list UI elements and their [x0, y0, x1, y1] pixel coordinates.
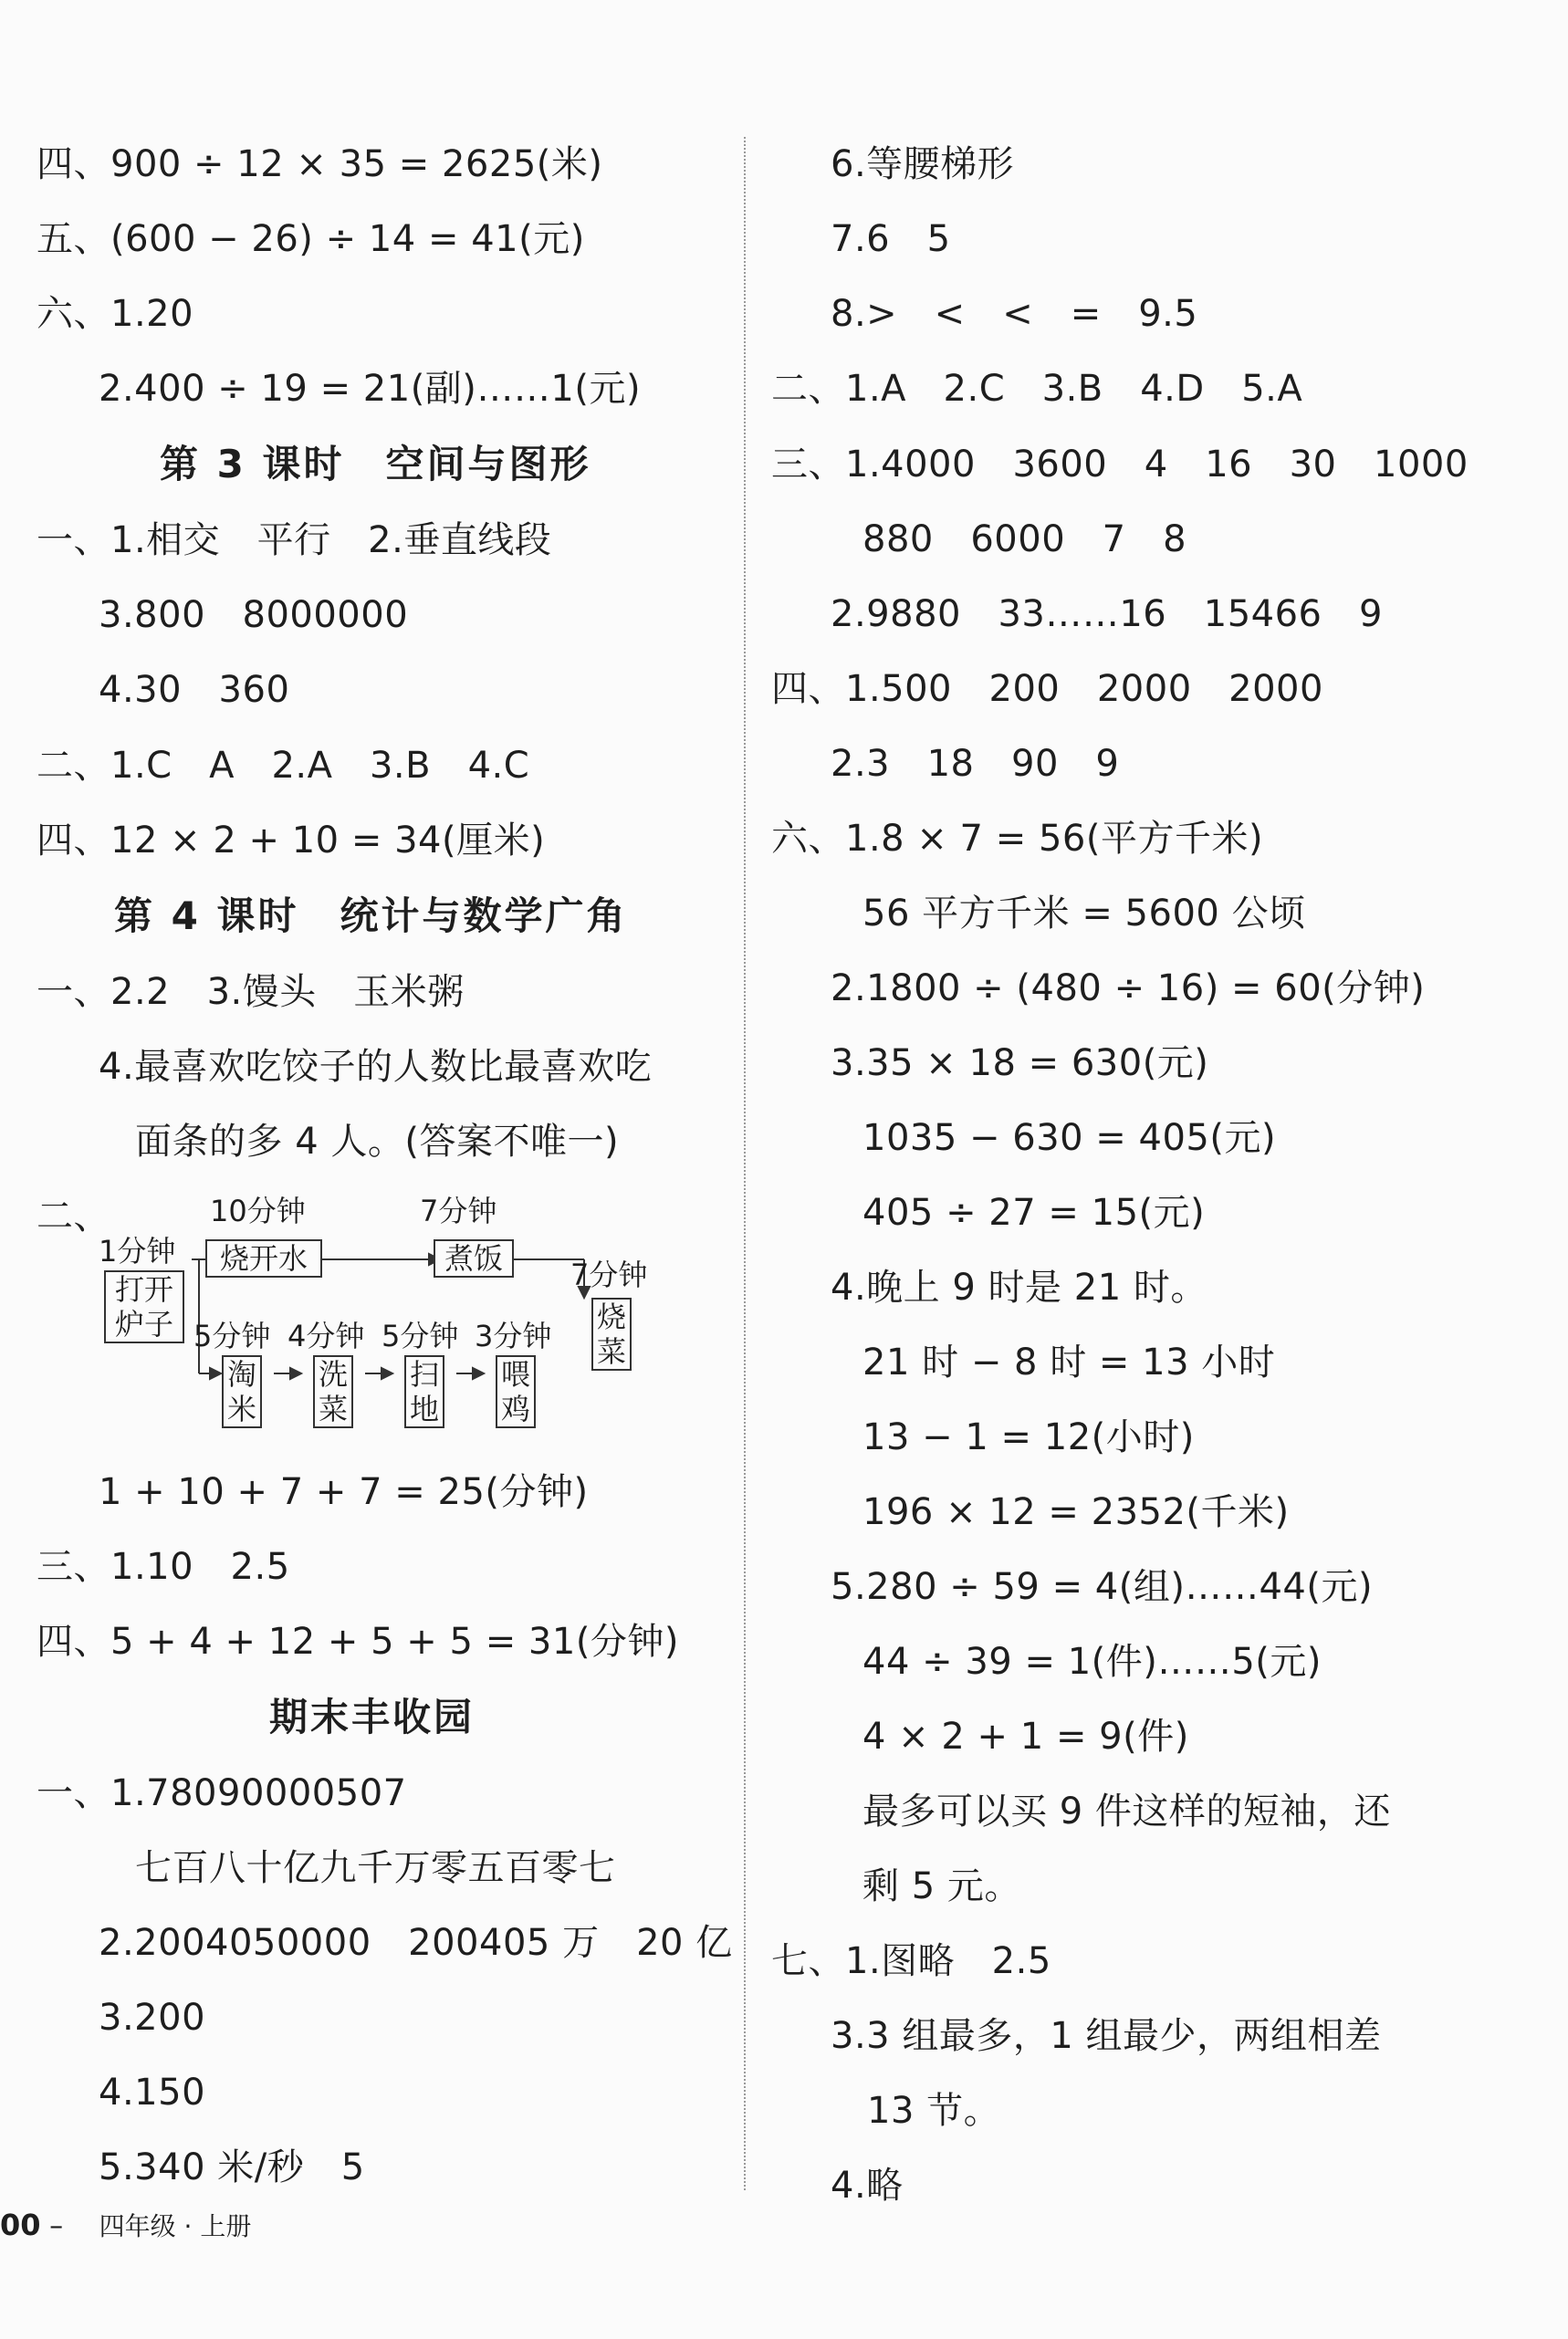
answer-line: 4.晚上 9 时是 21 时。	[831, 1267, 1207, 1309]
answer-line: 6.等腰梯形	[831, 143, 1015, 185]
step-sweep-floor: 扫地	[404, 1355, 444, 1428]
answer-line: 五、(600 − 26) ÷ 14 = 41(元)	[37, 218, 585, 260]
time-label: 1分钟	[99, 1234, 176, 1269]
answer-line: 七、1.图略 2.5	[771, 1940, 1051, 1982]
answer-line: 面条的多 4 人。(答案不唯一)	[135, 1121, 620, 1163]
answer-line: 2.3 18 90 9	[831, 743, 1120, 785]
answer-line: 5.280 ÷ 59 = 4(组)……44(元)	[831, 1566, 1374, 1608]
step-cook-rice: 煮饭	[434, 1239, 514, 1278]
answer-line: 一、2.2 3.馒头 玉米粥	[37, 971, 465, 1013]
answer-line: 3.35 × 18 = 630(元)	[831, 1042, 1209, 1084]
answer-line: 四、12 × 2 + 10 = 34(厘米)	[37, 820, 546, 861]
answer-line: 2.1800 ÷ (480 ÷ 16) = 60(分钟)	[831, 967, 1426, 1009]
answer-line: 13 节。	[867, 2090, 1001, 2132]
answer-line: 二、1.A 2.C 3.B 4.D 5.A	[771, 368, 1303, 410]
answer-line: 8.> < < = 9.5	[831, 293, 1198, 335]
answer-line: 2.400 ÷ 19 = 21(副)……1(元)	[99, 368, 642, 410]
answer-line: 4.最喜欢吃饺子的人数比最喜欢吃	[99, 1046, 653, 1088]
answer-line: 剩 5 元。	[862, 1865, 1021, 1907]
answer-line: 一、1.相交 平行 2.垂直线段	[37, 519, 552, 561]
step-cook-dishes: 烧菜	[591, 1298, 632, 1371]
answer-line: 七百八十亿九千万零五百零七	[135, 1847, 616, 1889]
page-number: 00	[0, 2208, 41, 2242]
answer-line: 196 × 12 = 2352(千米)	[862, 1491, 1290, 1533]
step-open-stove: 打开炉子	[104, 1270, 184, 1343]
answer-line: 二、1.C A 2.A 3.B 4.C	[37, 745, 530, 787]
answer-line: 56 平方千米 = 5600 公顷	[862, 893, 1306, 935]
step-wash-rice: 淘米	[222, 1355, 262, 1428]
answer-line: 2.2004050000 200405 万 20 亿	[99, 1922, 733, 1964]
answer-line: 4.略	[831, 2165, 904, 2207]
answer-line: 最多可以买 9 件这样的短袖，还	[862, 1791, 1391, 1833]
page-footer: 00 – 四年级 · 上册	[0, 2208, 252, 2242]
step-feed-chickens: 喂鸡	[496, 1355, 536, 1428]
answer-line: 7.6 5	[831, 218, 951, 260]
answer-line: 4 × 2 + 1 = 9(件)	[862, 1716, 1189, 1758]
answer-line: 三、1.4000 3600 4 16 30 1000	[771, 444, 1469, 486]
answer-line: 3.3 组最多，1 组最少，两组相差	[831, 2015, 1382, 2057]
answer-line: 4.150	[99, 2072, 206, 2114]
section-heading: 第 3 课时 空间与图形	[160, 442, 591, 486]
answer-line: 4.30 360	[99, 669, 290, 711]
answer-line: 一、1.78090000507	[37, 1772, 407, 1814]
time-label: 5分钟	[382, 1319, 459, 1353]
answer-line: 44 ÷ 39 = 1(件)……5(元)	[862, 1641, 1322, 1683]
section-heading: 期末丰收园	[269, 1695, 476, 1739]
answer-line: 六、1.20	[37, 293, 194, 335]
answer-line: 六、1.8 × 7 = 56(平方千米)	[771, 818, 1264, 860]
answer-line: 13 − 1 = 12(小时)	[862, 1416, 1195, 1458]
step-boil-water: 烧开水	[205, 1239, 322, 1278]
answer-line: 3.800 8000000	[99, 594, 409, 636]
answer-line: 三、1.10 2.5	[37, 1546, 290, 1588]
step-wash-vegetables: 洗菜	[313, 1355, 353, 1428]
answer-line: 5.340 米/秒 5	[99, 2146, 365, 2188]
answer-line: 2.9880 33……16 15466 9	[831, 593, 1383, 635]
answer-line: 1035 − 630 = 405(元)	[862, 1117, 1277, 1159]
time-label: 5分钟	[193, 1319, 271, 1353]
time-label: 7分钟	[570, 1258, 648, 1292]
section-heading: 第 4 课时 统计与数学广角	[114, 893, 628, 938]
answer-line: 1 + 10 + 7 + 7 = 25(分钟)	[99, 1471, 589, 1513]
answer-line: 二、	[37, 1196, 110, 1237]
answer-line: 21 时 − 8 时 = 13 小时	[862, 1342, 1276, 1384]
grade-label: 四年级 · 上册	[99, 2211, 252, 2241]
answer-line: 四、1.500 200 2000 2000	[771, 668, 1323, 710]
column-divider	[744, 137, 746, 2190]
answer-line: 四、900 ÷ 12 × 35 = 2625(米)	[37, 143, 603, 185]
time-label: 10分钟	[210, 1194, 306, 1228]
answer-line: 四、5 + 4 + 12 + 5 + 5 = 31(分钟)	[37, 1621, 680, 1663]
answer-line: 3.200	[99, 1997, 206, 2039]
time-label: 4分钟	[287, 1319, 365, 1353]
answer-line: 405 ÷ 27 = 15(元)	[862, 1192, 1206, 1234]
time-label: 3分钟	[475, 1319, 552, 1353]
time-label: 7分钟	[420, 1194, 497, 1228]
answer-line: 880 6000 7 8	[862, 518, 1187, 560]
flow-diagram	[91, 1186, 675, 1460]
